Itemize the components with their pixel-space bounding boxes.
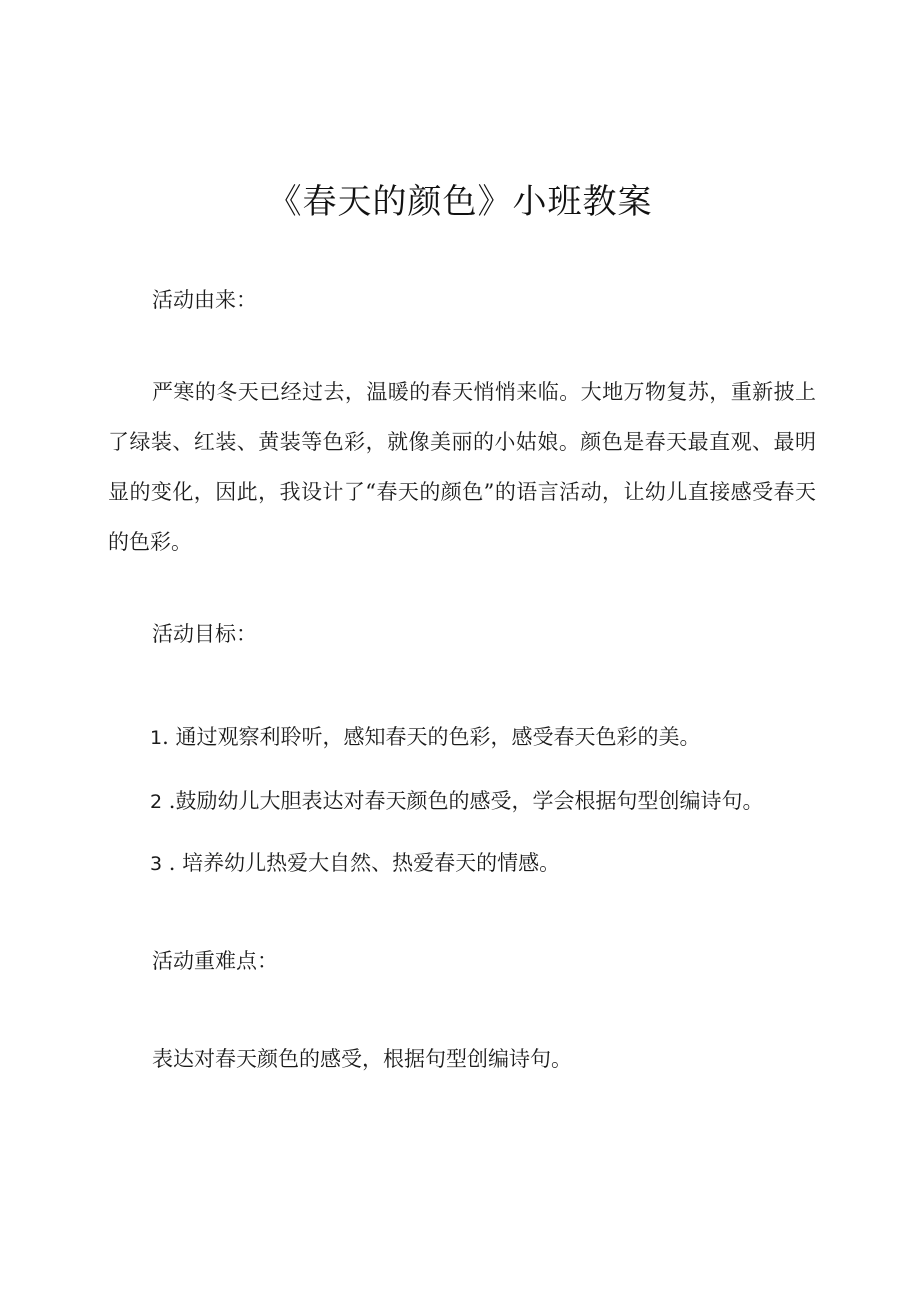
- goal-text: . 培养幼儿热爱大自然、热爱春天的情感。: [162, 851, 561, 875]
- goal-item: [150, 848, 830, 879]
- paragraph-key-points: 表达对春天颜色的感受，根据句型创编诗句。: [152, 1047, 572, 1071]
- goal-number: 2: [150, 791, 163, 813]
- goal-text: .鼓励幼儿大胆表达对春天颜色的感受，学会根据句型创编诗句。: [162, 789, 764, 813]
- goal-item: [150, 786, 830, 817]
- goal-item: [150, 722, 830, 753]
- paragraph-origin: 严寒的冬天已经过去，温暖的春天悄悄来临。大地万物复苏，重新披上了绿装、红装、黄装等色彩，就像美丽的小姑娘。颜色是春天最直观、最明显的变化，因此，我设计了“春天的颜色”的语言活动，让幼儿直接感受春天的色彩。: [108, 380, 816, 554]
- goal-number: 3: [150, 853, 163, 875]
- section-heading-goals: 活动目标：: [152, 622, 257, 646]
- document-title: 《春天的颜色》小班教案: [267, 182, 653, 222]
- goal-number: 1: [150, 727, 163, 749]
- section-heading-key-points: 活动重难点：: [152, 949, 278, 973]
- section-heading-origin: 活动由来：: [152, 288, 257, 312]
- goal-text: . 通过观察利聆听，感知春天的色彩，感受春天色彩的美。: [162, 725, 701, 749]
